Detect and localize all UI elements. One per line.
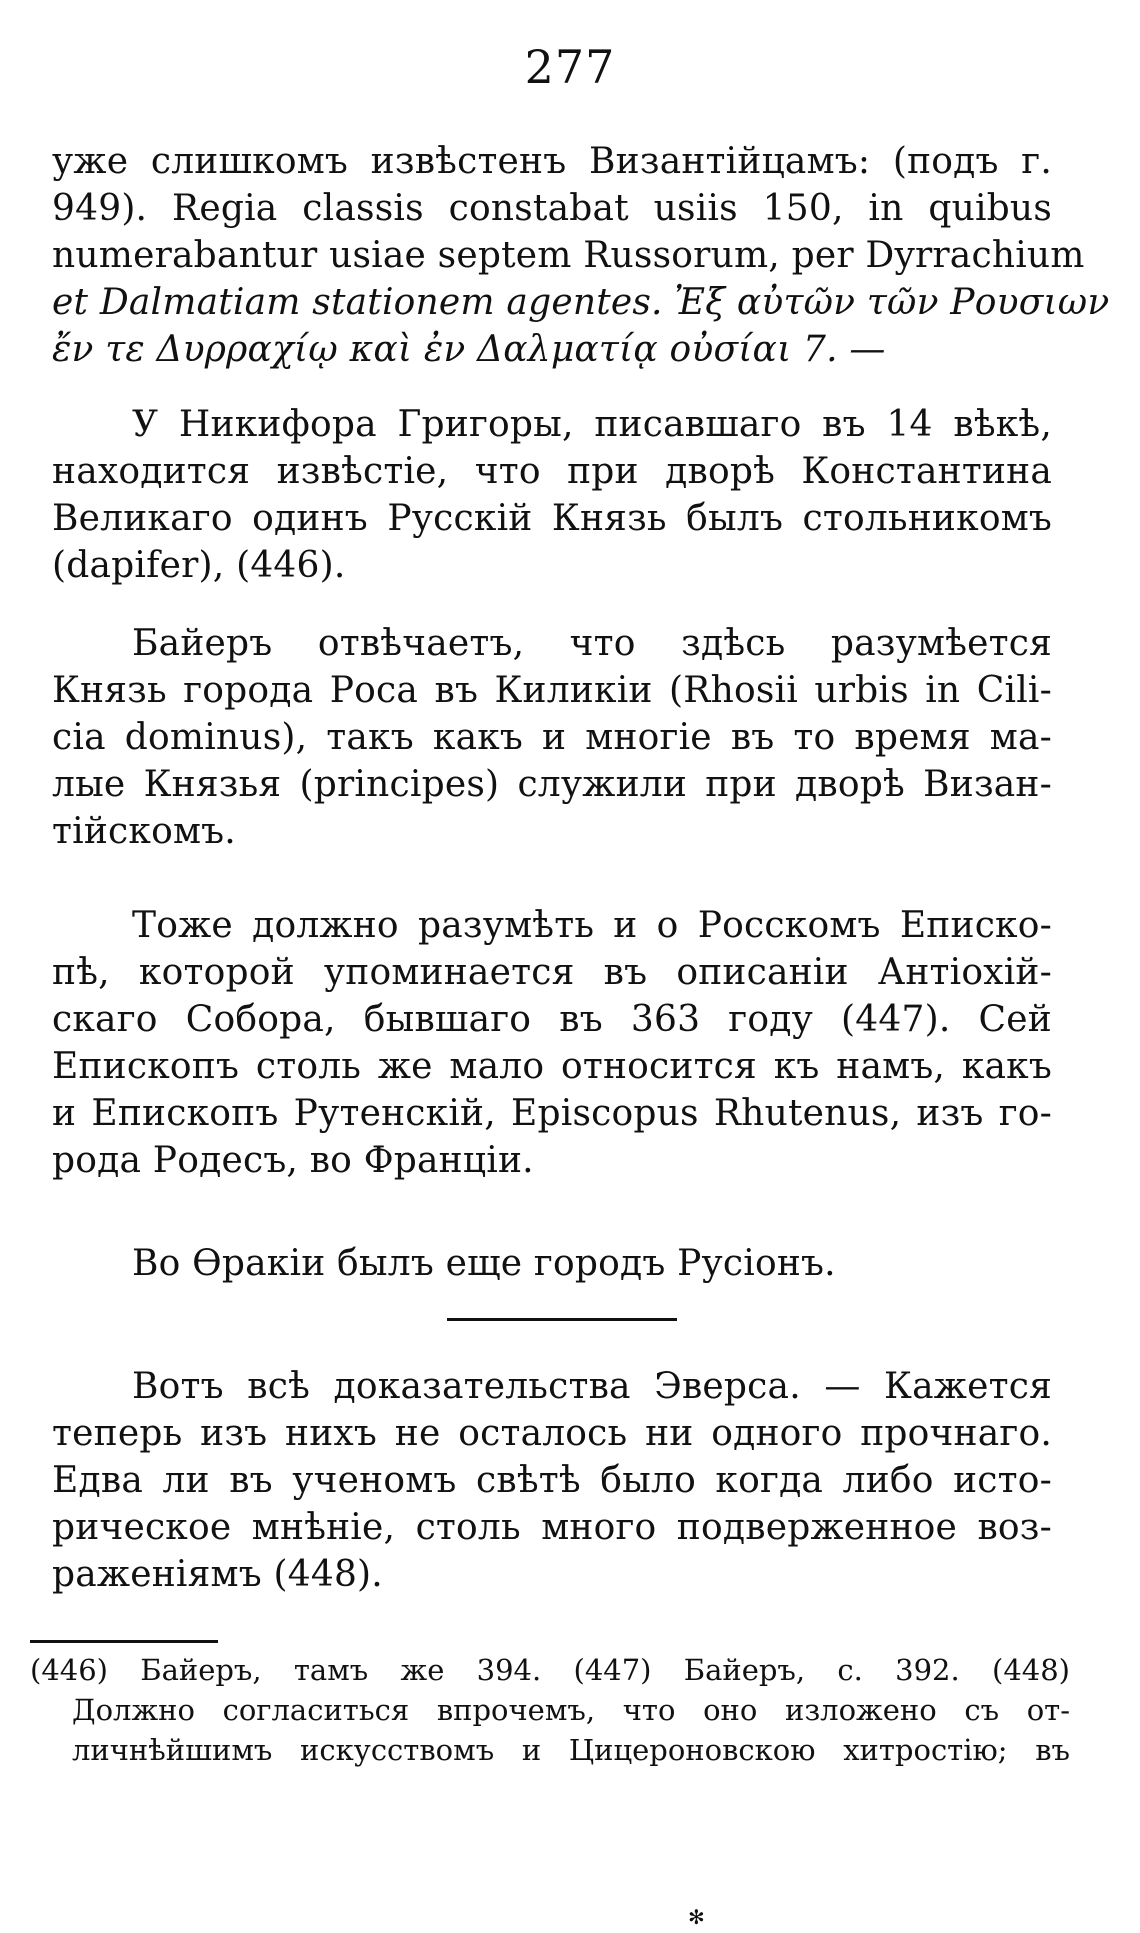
text-line: Великаго одинъ Русскій Князь былъ стольникомъ — [52, 498, 1052, 539]
text-line: У Никифора Григоры, писавшаго въ 14 вѣкѣ, — [132, 404, 1052, 445]
text-line: Байеръ отвѣчаетъ, что здѣсь разумѣется — [132, 623, 1052, 664]
text-line: Епископъ столь же мало относится къ намъ, какъ — [52, 1046, 1052, 1087]
text-line: ἔν τε Δυρραχίῳ καὶ ἐν Δαλματίᾳ οὐσίαι 7. — — [52, 329, 886, 370]
text-line: теперь изъ нихъ не осталось ни одного прочнаго. — [52, 1413, 1052, 1454]
paragraph-conclusion — [52, 1363, 1052, 1598]
text-line: Во Ѳракіи былъ еще городъ Русіонъ. — [132, 1243, 836, 1284]
text-line: 949). Regia classis constabat usiis 150, in quibus — [52, 188, 1052, 229]
text-line: numerabantur usiae septem Russorum, per Dyrrachium — [52, 235, 1085, 276]
footnote-line: Должно согласиться впрочемъ, что оно изложено съ от- — [72, 1693, 1070, 1727]
text-line: et Dalmatiam stationem agentes. Ἐξ αὐτῶν τῶν Ρουσιων — [52, 282, 1110, 323]
text-line: и Епископъ Рутенскій, Episcopus Rhutenus, изъ го- — [52, 1093, 1052, 1134]
footnote-line: (446) Байеръ, тамъ же 394. (447) Байеръ, с. 392. (448) — [30, 1653, 1070, 1687]
paragraph-rosskom-episkop — [52, 902, 1052, 1184]
page-number: 277 — [524, 40, 616, 94]
text-line: раженіямъ (448). — [52, 1554, 383, 1595]
paragraph-thrace — [52, 1240, 1052, 1287]
paragraph-continuation — [52, 138, 1110, 373]
text-line: находится извѣстіе, что при дворѣ Константина — [52, 451, 1052, 492]
text-line: рода Родесъ, во Франціи. — [52, 1140, 534, 1181]
text-line: (dapifer), (446). — [52, 545, 346, 586]
text-line: уже слишкомъ извѣстенъ Византійцамъ: (подъ г. — [52, 141, 1052, 182]
text-line: тійскомъ. — [52, 811, 236, 852]
paragraph-bayer-answer — [52, 620, 1052, 855]
text-line: Князь города Роса въ Киликіи (Rhosii urbis in Cili- — [52, 670, 1052, 711]
footnote-line: личнѣйшимъ искусствомъ и Цицероновскою хитростію; въ — [72, 1733, 1070, 1767]
text-line: cia dominus), такъ какъ и многіе въ то время ма- — [52, 717, 1052, 758]
text-line: лые Князья (principes) служили при дворѣ Визан- — [52, 764, 1052, 805]
text-line: Едва ли въ ученомъ свѣтѣ было когда либо исто- — [52, 1460, 1052, 1501]
footnotes — [30, 1650, 1070, 1770]
text-line: рическое мнѣніе, столь много подверженное воз- — [52, 1507, 1052, 1548]
text-line: пѣ, которой упоминается въ описаніи Антіохій- — [52, 952, 1052, 993]
paragraph-nikephoros — [52, 401, 1052, 589]
footnote-divider — [30, 1640, 218, 1643]
section-divider — [447, 1318, 677, 1321]
text-line: Тоже должно разумѣть и о Росскомъ Еписко- — [132, 905, 1052, 946]
ornament-icon: ✻ — [688, 1905, 705, 1929]
text-line: Вотъ всѣ доказательства Эверса. — Кажется — [132, 1366, 1052, 1407]
text-line: скаго Собора, бывшаго въ 363 году (447). Сей — [52, 999, 1052, 1040]
